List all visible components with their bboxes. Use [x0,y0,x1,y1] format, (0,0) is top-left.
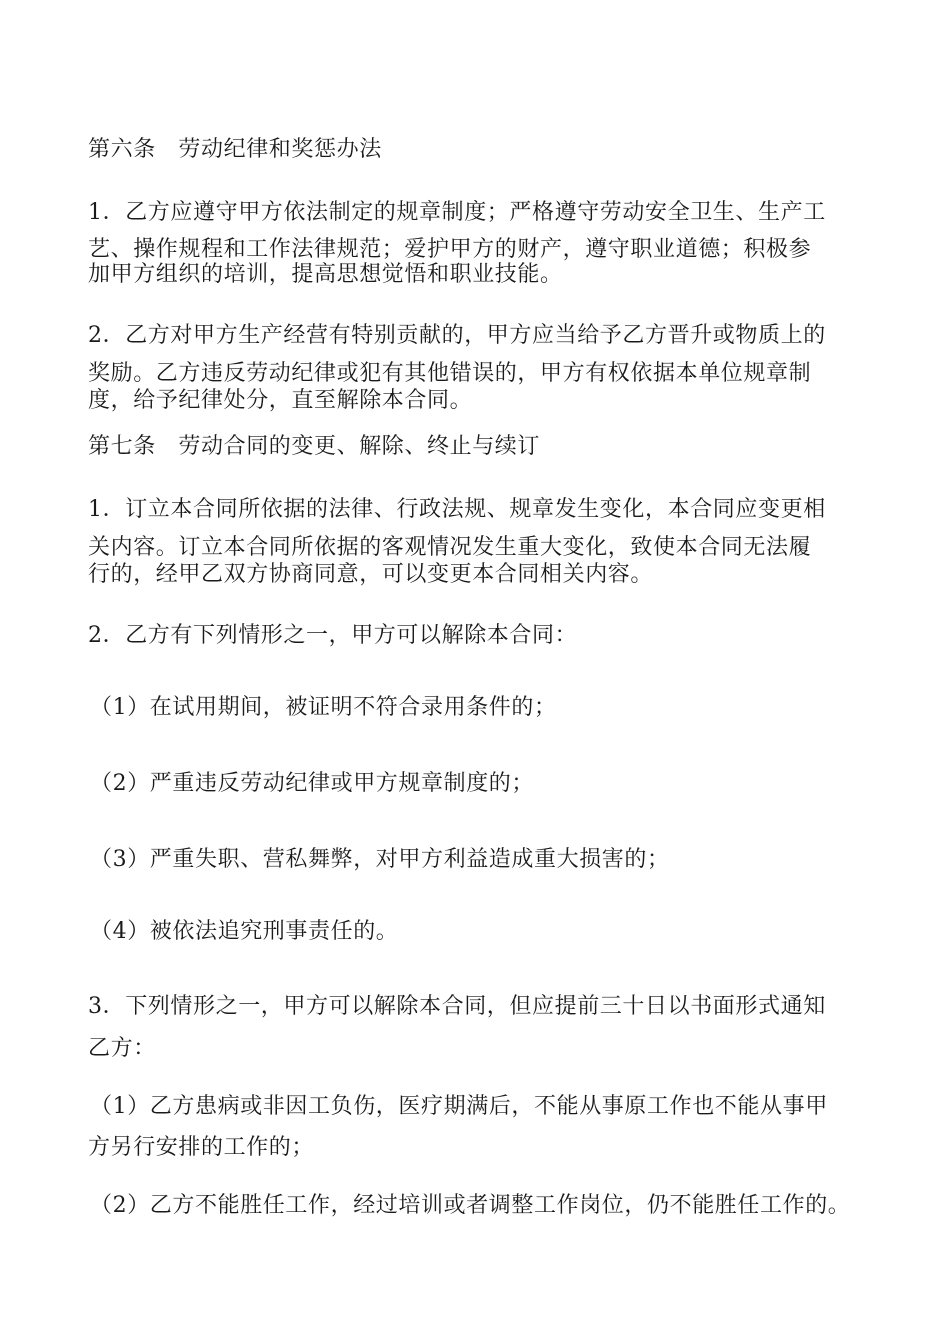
article-6-para-2-line-1: 2．乙方对甲方生产经营有特别贡献的，甲方应当给予乙方晋升或物质上的 [88,323,826,348]
article-7-para-1-line-1: 1．订立本合同所依据的法律、行政法规、规章发生变化，本合同应变更相 [88,497,826,522]
article-6-para-2-line-3: 度，给予纪律处分，直至解除本合同。 [88,388,473,413]
article-7-para-1-line-2: 关内容。订立本合同所依据的客观情况发生重大变化，致使本合同无法履 [88,535,812,560]
article-6-para-2-line-2: 奖励。乙方违反劳动纪律或犯有其他错误的，甲方有权依据本单位规章制 [88,361,812,386]
article-6-title: 第六条 劳动纪律和奖惩办法 [88,137,382,162]
article-7-para-2-item-4: （4）被依法追究刑事责任的。 [90,919,399,944]
article-7-title: 第七条 劳动合同的变更、解除、终止与续订 [88,434,541,459]
article-7-para-3-item-2: （2）乙方不能胜任工作，经过培训或者调整工作岗位，仍不能胜任工作的。 [90,1193,851,1218]
article-6-para-1-line-3: 加甲方组织的培训，提高思想觉悟和职业技能。 [88,262,563,287]
article-7-para-2-item-2: （2）严重违反劳动纪律或甲方规章制度的； [90,771,534,796]
article-7-para-1-line-3: 行的，经甲乙双方协商同意，可以变更本合同相关内容。 [88,562,654,587]
article-7-para-2: 2．乙方有下列情形之一，甲方可以解除本合同： [88,623,578,648]
article-7-para-3-line-1: 3．下列情形之一，甲方可以解除本合同，但应提前三十日以书面形式通知 [88,994,826,1019]
article-7-para-3-item-1-line-1: （1）乙方患病或非因工负伤，医疗期满后，不能从事原工作也不能从事甲 [90,1094,828,1119]
article-6-para-1-line-2: 艺、操作规程和工作法律规范；爱护甲方的财产，遵守职业道德；积极参 [88,237,812,262]
article-6-para-1-line-1: 1．乙方应遵守甲方依法制定的规章制度；严格遵守劳动安全卫生、生产工 [88,200,826,225]
article-7-para-3-line-2: 乙方： [88,1036,156,1061]
article-7-para-2-item-3: （3）严重失职、营私舞弊，对甲方利益造成重大损害的； [90,847,670,872]
article-7-para-3-item-1-line-2: 方另行安排的工作的； [88,1135,315,1160]
article-7-para-2-item-1: （1）在试用期间，被证明不符合录用条件的； [90,695,557,720]
